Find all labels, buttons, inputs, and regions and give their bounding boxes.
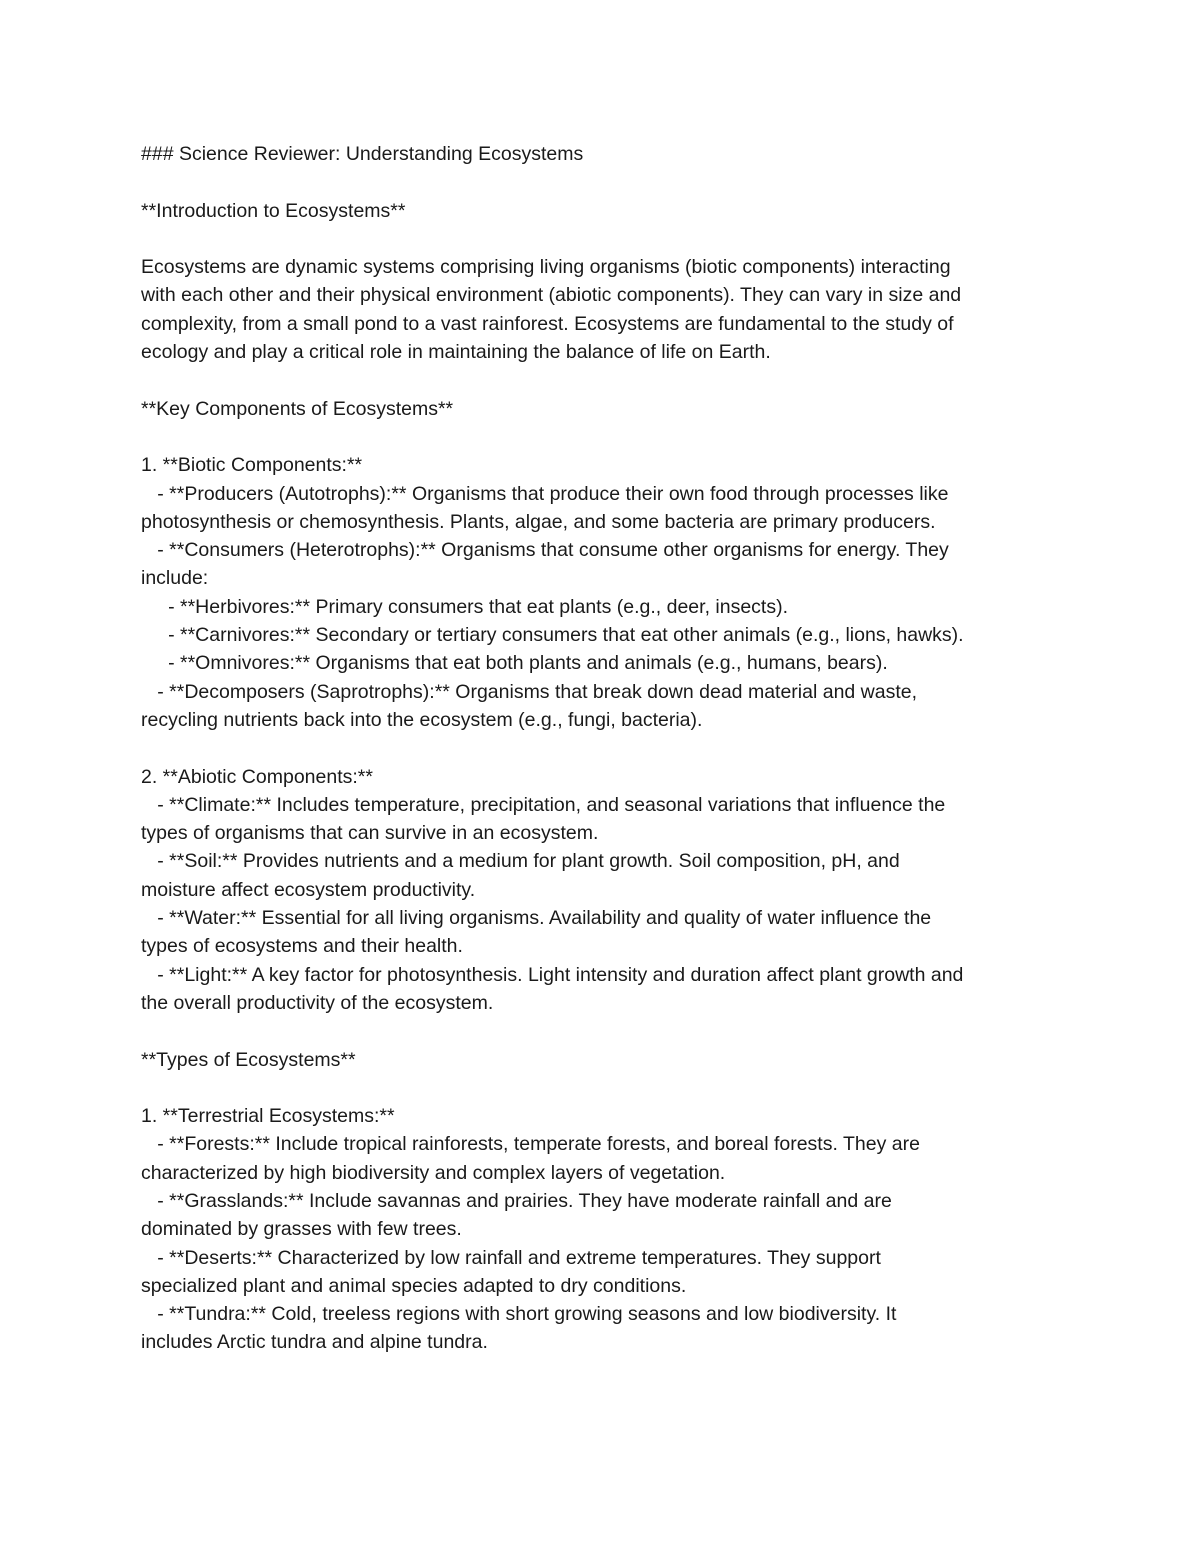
list-item: types of ecosystems and their health.	[141, 935, 463, 958]
list-item: - **Light:** A key factor for photosynthesis. Light intensity and duration affect plant growth and	[141, 963, 964, 986]
document-page	[141, 140, 1071, 1357]
list-item: - **Herbivores:** Primary consumers that eat plants (e.g., deer, insects).	[141, 595, 789, 618]
types-heading: **Types of Ecosystems**	[141, 1048, 356, 1071]
list-item: - **Deserts:** Characterized by low rainfall and extreme temperatures. They support	[141, 1246, 881, 1269]
paragraph-line: complexity, from a small pond to a vast rainforest. Ecosystems are fundamental to the study of	[141, 312, 954, 335]
list-item: - **Carnivores:** Secondary or tertiary consumers that eat other animals (e.g., lions, hawks).	[141, 624, 964, 647]
intro-heading: **Introduction to Ecosystems**	[141, 199, 406, 222]
list-item: - **Grasslands:** Include savannas and prairies. They have moderate rainfall and are	[141, 1189, 892, 1212]
list-item: photosynthesis or chemosynthesis. Plants, algae, and some bacteria are primary producers.	[141, 510, 936, 533]
spacer	[141, 168, 1071, 196]
list-item: include:	[141, 567, 209, 590]
list-item: 1. **Terrestrial Ecosystems:**	[141, 1105, 395, 1128]
spacer	[141, 1017, 1071, 1045]
list-item: types of organisms that can survive in an ecosystem.	[141, 822, 599, 845]
list-item: - **Decomposers (Saprotrophs):** Organisms that break down dead material and waste,	[141, 680, 918, 703]
paragraph-line: with each other and their physical environment (abiotic components). They can vary in size and	[141, 284, 962, 307]
list-item: includes Arctic tundra and alpine tundra.	[141, 1331, 488, 1354]
list-item: characterized by high biodiversity and complex layers of vegetation.	[141, 1161, 726, 1184]
abiotic-section	[141, 763, 1071, 1018]
list-item: the overall productivity of the ecosystem.	[141, 991, 494, 1014]
terrestrial-section	[141, 1102, 1071, 1357]
list-item: - **Soil:** Provides nutrients and a medium for plant growth. Soil composition, pH, and	[141, 850, 900, 873]
list-item: 1. **Biotic Components:**	[141, 454, 363, 477]
list-item: - **Forests:** Include tropical rainforests, temperate forests, and boreal forests. They are	[141, 1133, 920, 1156]
list-item: recycling nutrients back into the ecosystem (e.g., fungi, bacteria).	[141, 708, 703, 731]
list-item: - **Consumers (Heterotrophs):** Organisms that consume other organisms for energy. They	[141, 539, 949, 562]
list-item: specialized plant and animal species adapted to dry conditions.	[141, 1274, 687, 1297]
biotic-section	[141, 451, 1071, 734]
spacer	[141, 1074, 1071, 1102]
list-item: dominated by grasses with few trees.	[141, 1218, 462, 1241]
intro-paragraph	[141, 253, 1071, 366]
list-item: - **Omnivores:** Organisms that eat both plants and animals (e.g., humans, bears).	[141, 652, 888, 675]
list-item: - **Water:** Essential for all living organisms. Availability and quality of water influence the	[141, 907, 932, 930]
list-item: - **Climate:** Includes temperature, precipitation, and seasonal variations that influence the	[141, 793, 946, 816]
document-title: ### Science Reviewer: Understanding Ecosystems	[141, 143, 584, 165]
list-item: 2. **Abiotic Components:**	[141, 765, 373, 788]
paragraph-line: ecology and play a critical role in maintaining the balance of life on Earth.	[141, 341, 771, 364]
key-components-heading: **Key Components of Ecosystems**	[141, 397, 454, 420]
spacer	[141, 225, 1071, 253]
spacer	[141, 734, 1071, 762]
spacer	[141, 366, 1071, 394]
list-item: - **Tundra:** Cold, treeless regions with short growing seasons and low biodiversity. It	[141, 1303, 897, 1326]
list-item: - **Producers (Autotrophs):** Organisms that produce their own food through processes like	[141, 482, 949, 505]
paragraph-line: Ecosystems are dynamic systems comprising living organisms (biotic components) interacting	[141, 256, 951, 279]
spacer	[141, 423, 1071, 451]
list-item: moisture affect ecosystem productivity.	[141, 878, 476, 901]
